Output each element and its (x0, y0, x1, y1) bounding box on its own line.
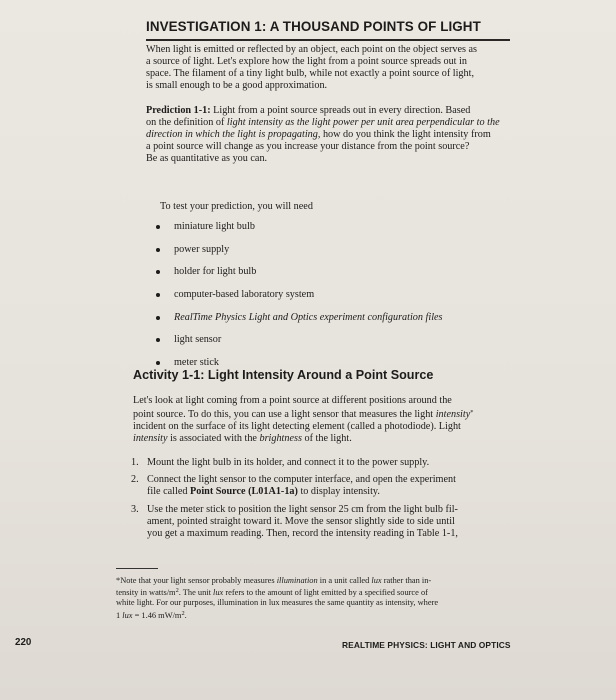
step-item (131, 457, 458, 474)
intro-line: When light is emitted or reflected by an object, each point on the object serves as (146, 44, 477, 55)
prediction-text: a point source will change as you increase your distance from the point source? (146, 141, 470, 152)
prediction-definition: light intensity as the light power per unit area perpendicular to the (226, 117, 500, 128)
title-underline (146, 39, 510, 41)
intro-line: space. The filament of a tiny light bulb, while not exactly a point source of light, (146, 68, 474, 79)
activity-term: brightness (259, 433, 302, 444)
activity-line: Let's look at light coming from a point source at different positions around the (133, 395, 452, 406)
step-number: 2. (131, 474, 139, 485)
step-text: you get a maximum reading. Then, record the intensity reading in Table 1-1, (147, 528, 458, 539)
step-text: Connect the light sensor to the computer interface, and open the experiment (147, 474, 456, 485)
prediction-text: on the definition of (146, 117, 227, 128)
material-item: computer-based laboratory system (154, 289, 443, 312)
prediction-text: Light from a point source spreads out in every direction. Based (210, 105, 471, 116)
intro-line: is small enough to be a good approximation. (146, 80, 328, 91)
steps-list (131, 457, 458, 540)
activity-term: intensity (435, 409, 471, 420)
prediction-label: Prediction 1-1: (146, 105, 211, 116)
step-text: Use the meter stick to position the light sensor 25 cm from the light bulb fil- (147, 504, 458, 515)
prediction-text: Be as quantitative as you can. (146, 153, 268, 164)
bullet-icon (156, 270, 160, 274)
bullet-icon (156, 361, 160, 365)
step-item: 2. Connect the light sensor to the computer interface, and open the experiment file called Point Source (L01A1-1a) to display intensity. (131, 474, 458, 504)
footnote: *Note that your light sensor probably measures illumination in a unit called lux rather than in- tensity in watts/$m^2$. The unit lux refers to the amount of light emitted by a specified source of white light. For our purposes, illumination in lux measures the same quantity as intensity, where 1 lux = 1.46 $mW/m^2$. (116, 576, 516, 621)
activity-heading: Activity 1-1: Light Intensity Around a Point Source (133, 368, 434, 382)
step-item (131, 504, 458, 540)
step-text: Mount the light bulb in its holder, and connect it to the power supply. (147, 457, 430, 468)
material-item: RealTime Physics Light and Optics experiment configuration files (154, 312, 443, 335)
material-item: power supply (154, 244, 443, 267)
step-number: 3. (131, 504, 139, 515)
bullet-icon (156, 338, 160, 342)
investigation-title: INVESTIGATION 1: A THOUSAND POINTS OF LIGHT (146, 19, 481, 34)
activity-paragraph: Let's look at light coming from a point source at different positions around the point source. To do this, you can use a light sensor that measures the light intensity* incident on the surface of its light detecting element (called a photodiode). Light intensity is associated with the brightness of the light. (133, 395, 513, 445)
step-text: ament, pointed straight toward it. Move the sensor slightly side to side until (147, 516, 455, 527)
prediction-paragraph (146, 105, 512, 165)
materials-intro: To test your prediction, you will need (160, 201, 313, 212)
page-number: 220 (15, 637, 32, 648)
footnote-line: white light. For our purposes, illumination in lux measures the same quantity as intensity, where (116, 598, 439, 608)
activity-term: intensity (133, 433, 168, 444)
bullet-icon (156, 293, 160, 297)
footnote-marker: * (470, 409, 474, 416)
bullet-icon (156, 316, 160, 320)
activity-line: incident on the surface of its light detecting element (called a photodiode). Light (133, 421, 461, 432)
prediction-text: how do you think the light intensity from (320, 129, 491, 140)
material-item: holder for light bulb (154, 266, 443, 289)
running-head: REALTIME PHYSICS: LIGHT AND OPTICS (342, 640, 511, 650)
materials-list (154, 221, 443, 380)
intro-line: a source of light. Let's explore how the light from a point source spreads out in (146, 56, 467, 67)
activity-line: point source. To do this, you can use a light sensor that measures the light (133, 409, 436, 420)
intro-paragraph (146, 44, 512, 92)
material-item: light sensor (154, 334, 443, 357)
footnote-divider (116, 568, 158, 569)
prediction-definition: direction in which the light is propagating, (146, 129, 321, 140)
experiment-file-name: Point Source (L01A1-1a) (190, 486, 298, 497)
bullet-icon (156, 225, 160, 229)
material-item: miniature light bulb (154, 221, 443, 244)
material-item: meter stick (154, 357, 443, 380)
bullet-icon (156, 248, 160, 252)
step-number: 1. (131, 457, 139, 468)
